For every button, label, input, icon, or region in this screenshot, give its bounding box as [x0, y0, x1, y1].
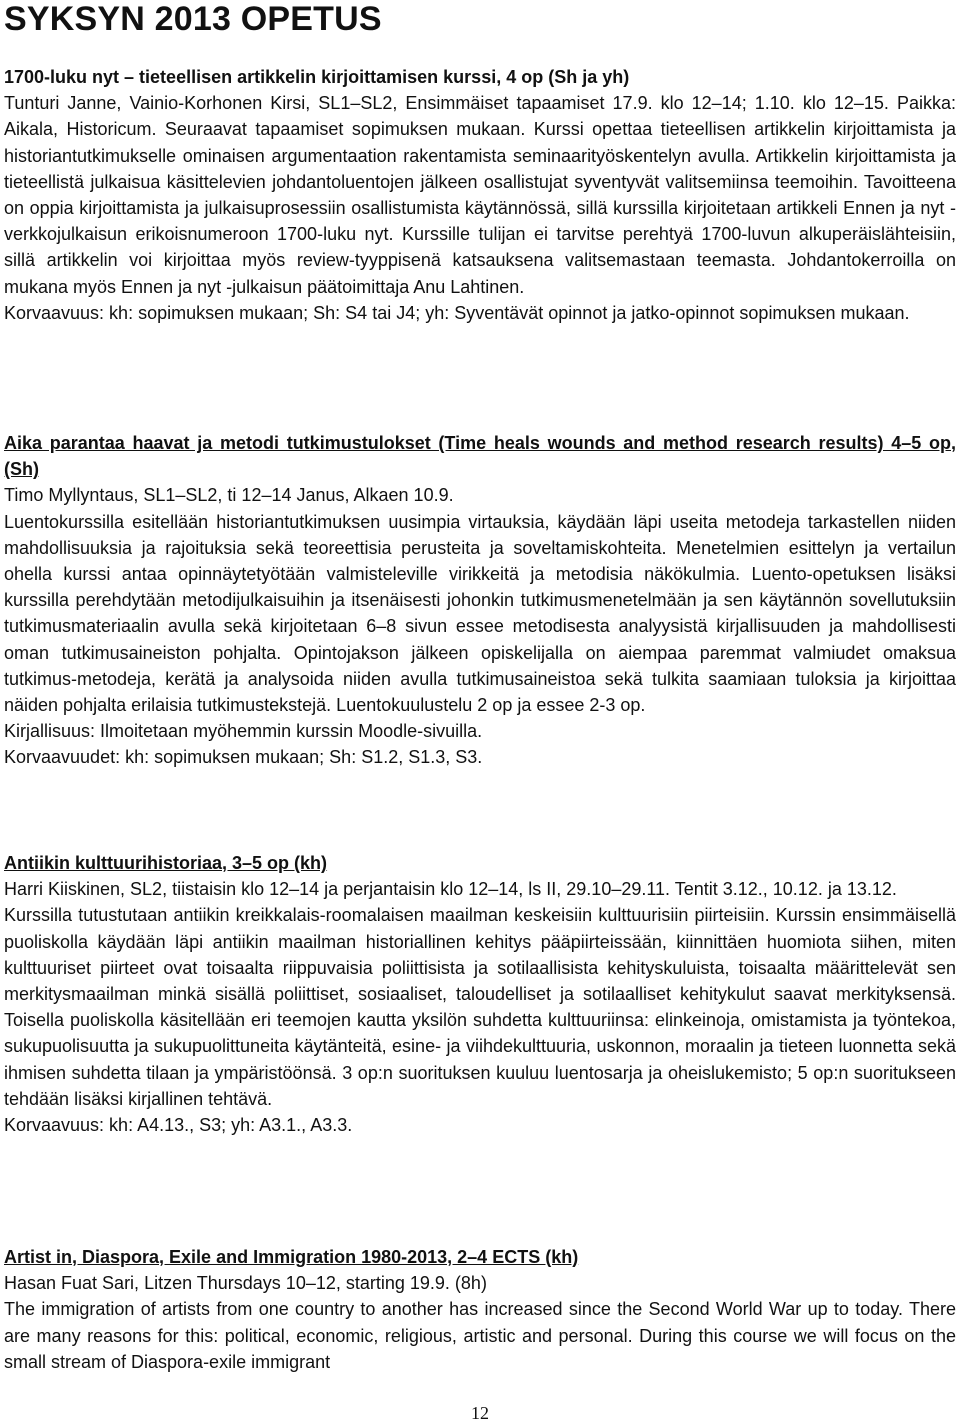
course-credit: Korvaavuus: kh: sopimuksen mukaan; Sh: S4 tai J4; yh: Syventävät opinnot ja jatko-opinnot sopimuksen mukaan.	[4, 302, 910, 323]
page-number: 12	[471, 1403, 489, 1423]
course-body: The immigration of artists from one country to another has increased since the Second World War up to today. There are many reasons for this: political, economic, religious, artistic and personal. During this course we will focus on the small stream of Diaspora-exile immigrant	[4, 1299, 956, 1372]
course-teacher: Timo Myllyntaus, SL1–SL2, ti 12–14 Janus, Alkaen 10.9.	[4, 485, 454, 506]
document-page	[4, 0, 956, 1372]
course-body: Luentokurssilla esitellään historiantutkimuksen uusimpia virtauksia, käydään läpi useita metodeja tarkastellen niiden mahdollisuuksia ja rajoituksia sekä teoreettisia perusteita ja soveltamiskohteita. Menetelmien esittelyn ja vertailun ohella kurssi antaa opinnäytetyötään valmisteleville virikkeitä ja metodisia näkökulmia. Luento-opetuksen lisäksi kurssilla perehdytään metodijulkaisuihin ja itsenäisesti johonkin tutkimusmenetelmään ja sen käytännön sovellutuksiin tutkimusmateriaalin avulla sekä kirjoitetaan 6–8 sivun essee metodisesta analyysistä kirjallisuuden ja mahdollisesti oman tutkimusaineiston pohjalta. Opintojakson jälkeen opiskelijalla on aiempaa paremmat valmiudet omaksua tutkimus-metodeja, kerätä ja analysoida niiden avulla tutkimusaineistoa sekä tulkita saamiaan tuloksia ja kirjoittaa näiden pohjalta erilaisia tutkimustekstejä. Luentokuulustelu 2 op ja essee 2-3 op.	[4, 511, 956, 716]
course-teacher: Harri Kiiskinen, SL2, tiistaisin klo 12–14 ja perjantaisin klo 12–14, ls II, 29.10–29.11. Tentit 3.12., 10.12. ja 13.12.	[4, 879, 897, 900]
course-title: 1700-luku nyt – tieteellisen artikkelin kirjoittamisen kurssi, 4 op (Sh ja yh)	[4, 67, 630, 87]
course-3	[4, 850, 956, 1138]
course-teacher: Hasan Fuat Sari, Litzen Thursdays 10–12, starting 19.9. (8h)	[4, 1273, 487, 1294]
course-literature: Kirjallisuus: Ilmoitetaan myöhemmin kurssin Moodle-sivuilla.	[4, 721, 483, 742]
course-body: Tunturi Janne, Vainio-Korhonen Kirsi, SL1–SL2, Ensimmäiset tapaamiset 17.9. klo 12–14; 1.10. klo 12–15. Paikka: Aikala, Historicum. Seuraavat tapaamiset sopimuksen mukaan. Kurssi opettaa tieteellisen artikkelin kirjoittamista ja historiantutkimukselle ominaisen argumentaation rakentamista seminaarityöskentelyn avulla. Artikkelin kirjoittamista ja tieteellistä julkaisua käsittelevien johdantoluentojen jälkeen osallistujat syventyvät valitsemiinsa teemoihin. Tavoitteena on oppia kirjoittamista ja julkaisuprosessiin osallistumista käytännössä, sillä kurssilla kirjoitetaan artikkeli Ennen ja nyt -verkkojulkaisun erikoisnumeroon 1700-luku nyt. Kurssille tulijan ei tarvitse perehtyä 1700-luvun alkuperäislähteisiin, sillä artikkelin voi kirjoittaa myös review-tyyppisenä katsauksena valitsemastaan teemasta. Johdantokerroilla on mukana myös Ennen ja nyt -julkaisun päätoimittaja Anu Lahtinen.	[4, 93, 956, 297]
course-title: Aika parantaa haavat ja metodi tutkimustulokset (Time heals wounds and method research results) 4–5 op, (Sh)	[4, 433, 956, 480]
course-credit: Korvaavuudet: kh: sopimuksen mukaan; Sh: S1.2, S1.3, S3.	[4, 747, 483, 768]
course-body: Kurssilla tutustutaan antiikin kreikkalais-roomalaisen maailman keskeisiin kulttuurisiin piirteisiin. Kurssin ensimmäisellä puoliskolla käydään läpi antiikin maailman historiallinen kehitys pääpiirteissään, kiinnittäen huomiota siihen, miten kulttuuriset piirteet ovat toisaalta riippuvaisia poliittisista ja sotilaallisista kehityskuluista, toisaalta määrittelevät sen merkitysmaailman minkä sisällä poliittiset, sosiaaliset, taloudelliset ja sotilaalliset kehitykulut saavat merkityksensä. Toisella puoliskolla käsitellään eri teemojen kautta yksilön suhdetta kulttuuriinsa: elinkeinoja, omistamista ja työntekoa, sukupuolisuutta ja sukupuolittuneita käytänteitä, esine- ja viihdekulttuuria, uskonnon, moraalin ja tieteen luonnetta sekä ihmisen suhdetta tilaan ja ympäristöönsä. 3 op:n suorituksen kuuluu luentosarja ja oheislukemisto; 5 op:n suoritukseen tehdään lisäksi kirjallinen tehtävä.	[4, 905, 956, 1109]
course-4	[4, 1244, 956, 1375]
page-title: SYKSYN 2013 OPETUS	[4, 0, 382, 38]
course-2	[4, 430, 956, 771]
course-title: Artist in, Diaspora, Exile and Immigration 1980-2013, 2–4 ECTS (kh)	[4, 1247, 579, 1267]
course-1	[4, 64, 956, 326]
course-credit: Korvaavuus: kh: A4.13., S3; yh: A3.1., A3.3.	[4, 1115, 353, 1136]
course-title: Antiikin kulttuurihistoriaa, 3–5 op (kh)	[4, 853, 328, 873]
